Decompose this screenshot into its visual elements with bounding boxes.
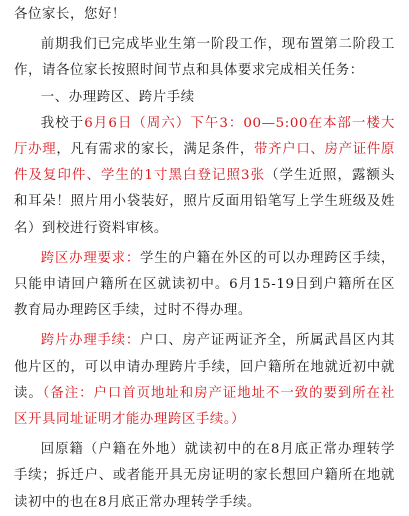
photo-note: （学生近照，露额头和耳朵！照片用小袋装好，照片反面用铅笔写上学生班级及姓名）到校进行资料审核。 [14,168,395,236]
intro-paragraph: 前期我们已完成毕业生第一阶段工作，现布置第二阶段工作，请各位家长按照时间节点和具体要求完成相关任务： [14,37,395,79]
cross-zone-note: （备注：户口首页地址和房产证地址不一致的要到所在社区开具同址证明才能办理跨区手续。） [14,385,395,428]
required-materials: 带齐户口、房产证件原件及复印件、学生的1寸黑白登记照3张 [14,142,395,184]
cross-zone-text: 户口、房产证两证齐全，所属武昌区内其他片区的，可以申请办理跨片手续，回户籍所在地就近初中就读。 [14,333,395,401]
schedule-lead: 我校于 [40,115,85,131]
cross-zone-label: 跨片办理手续： [40,333,141,349]
schedule-paragraph [14,111,395,242]
schedule-mid: ，凡有需求的家长，满足条件， [56,142,254,158]
cross-district-text: 学生的户籍在外区的可以办理跨区手续，只能申请回户籍所在区就读初中。6月15-19日到户籍所在区教育局办理跨区手续，过时不得办理。 [14,250,395,319]
cross-zone-paragraph [14,328,395,433]
cross-district-paragraph [14,246,395,325]
greeting: 各位家长，您好！ [14,7,126,22]
section-title: 一、办理跨区、跨片手续 [40,89,195,105]
transfer-paragraph: 回原籍（户籍在外地）就读初中的在8月底正常办理转学手续；拆迁户、或者能开具无房证明的家长想回户籍所在地就读初中的也在8月底正常办理转学手续。 [14,442,395,510]
schedule-time: 6月6日（周六）下午3：00—5:00在本部一楼大厅办理 [14,115,395,158]
cross-district-label: 跨区办理要求： [40,250,141,266]
